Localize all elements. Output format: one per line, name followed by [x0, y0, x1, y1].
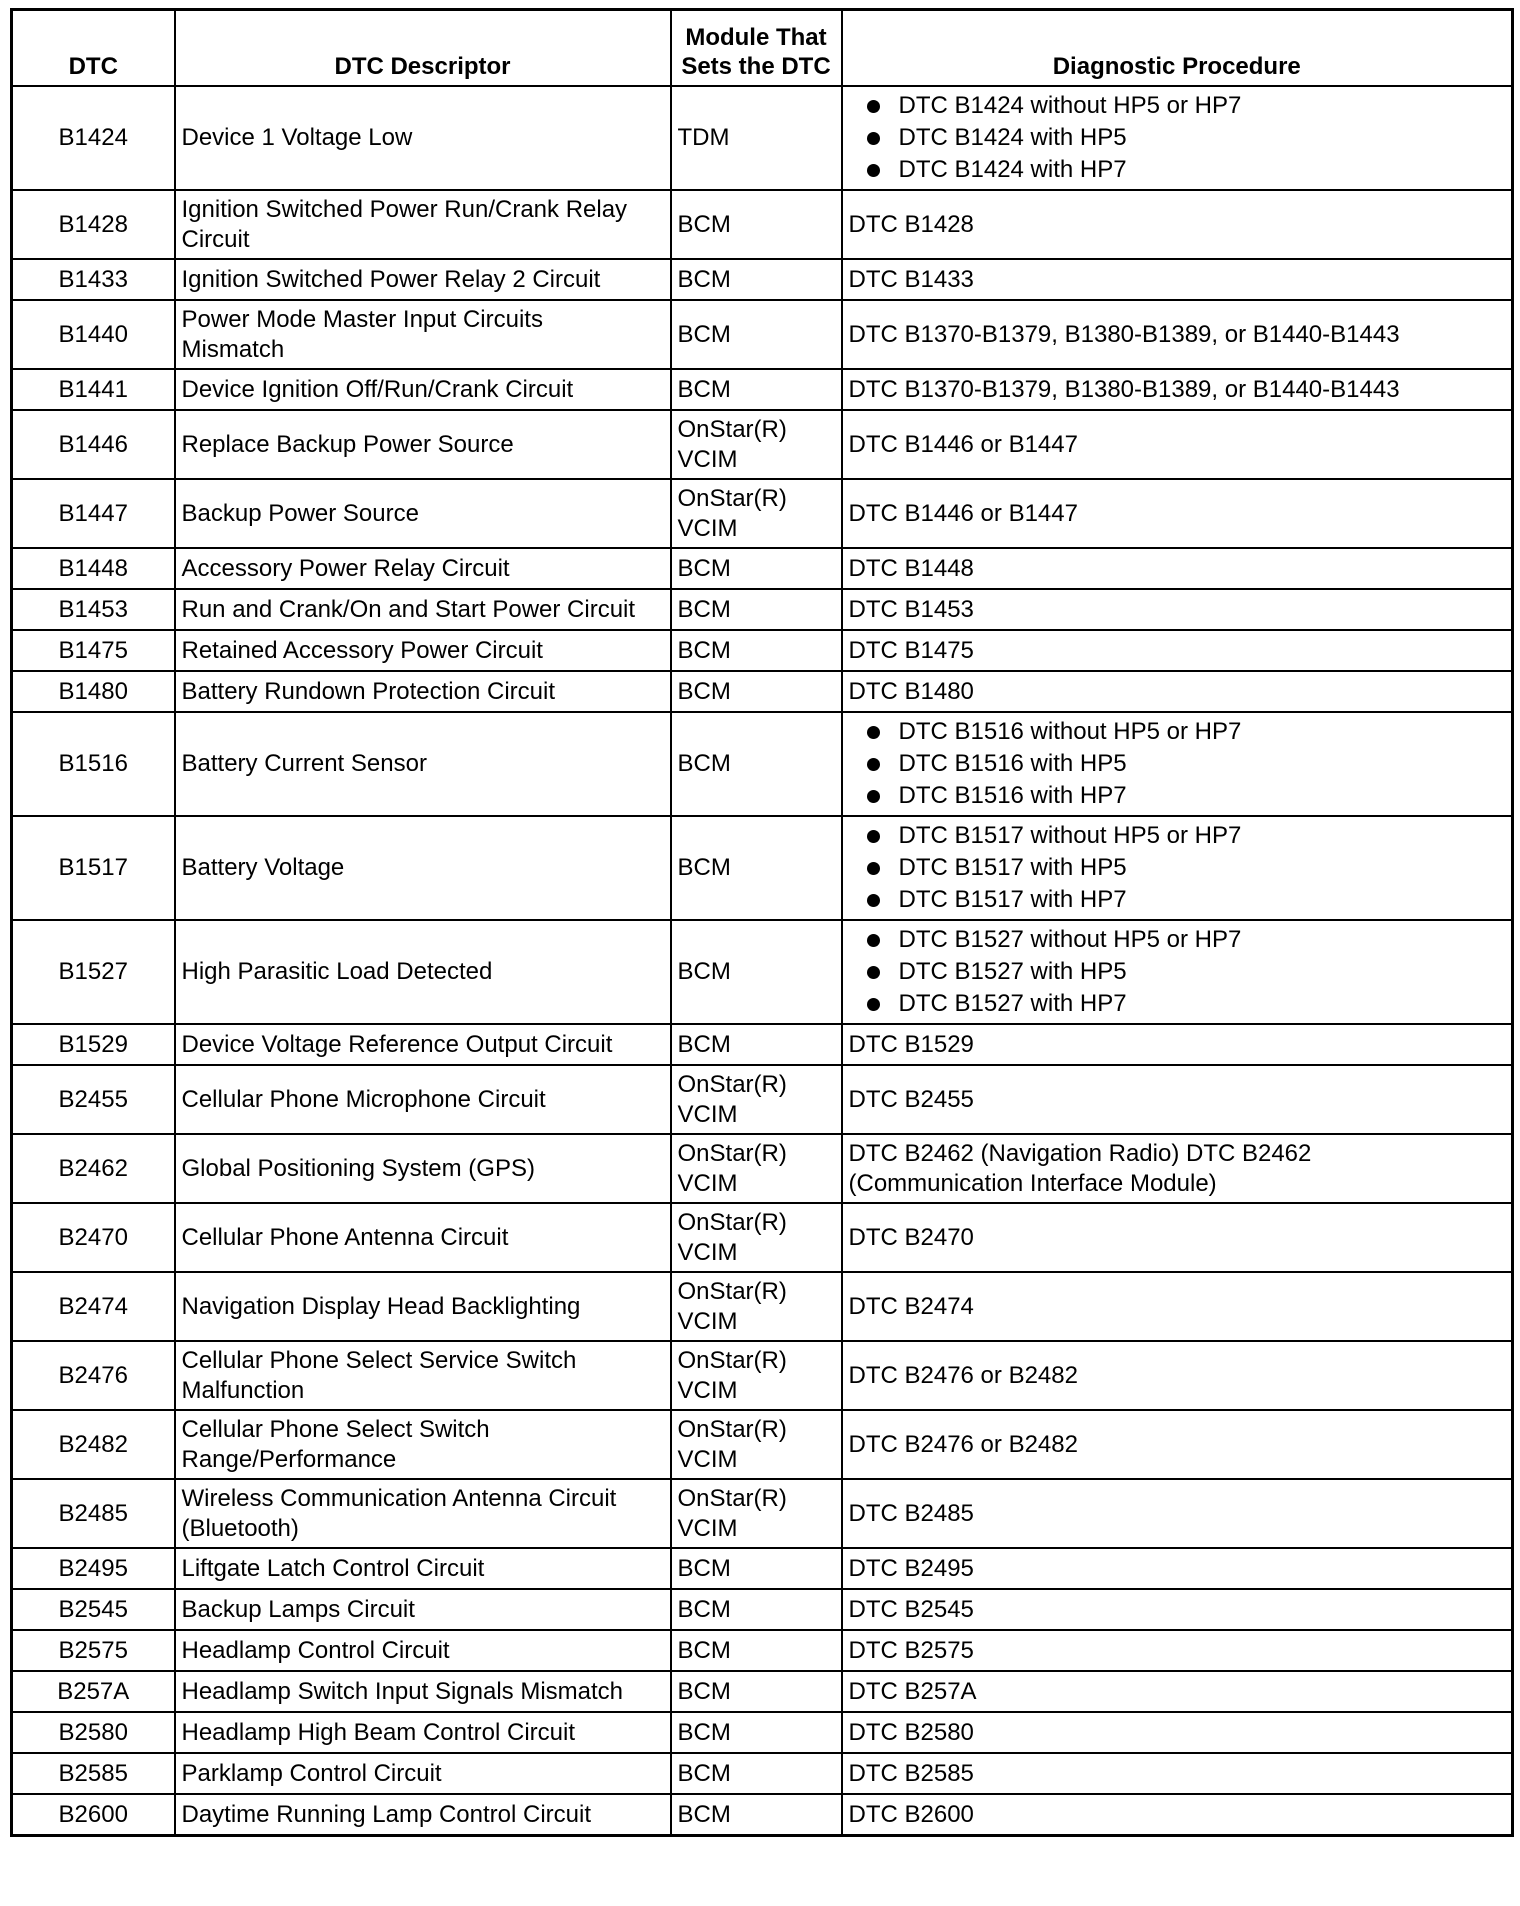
- descriptor-line: Wireless Communication Antenna Circuit: [181, 1484, 617, 1512]
- module-cell: [671, 300, 842, 369]
- diagnostic-procedure-cell: [842, 548, 1513, 589]
- dtc-descriptor-cell: [175, 410, 671, 479]
- diagnostic-procedure-cell: [842, 300, 1513, 369]
- table-row: [12, 1548, 1513, 1589]
- table-row: [12, 1794, 1513, 1836]
- header-descriptor: DTC Descriptor: [175, 10, 671, 87]
- dtc-descriptor-cell: [175, 259, 671, 300]
- procedure-link[interactable]: DTC B2495: [848, 1554, 974, 1582]
- descriptor-line: Ignition Switched Power Relay 2 Circuit: [181, 265, 601, 293]
- procedure-link[interactable]: DTC B1480: [848, 677, 974, 705]
- descriptor-line: Backup Lamps Circuit: [181, 1595, 415, 1623]
- dtc-descriptor-cell: [175, 816, 671, 920]
- dtc-descriptor-cell: [175, 920, 671, 1024]
- table-row: [12, 86, 1513, 190]
- diagnostic-procedure-cell: [842, 1479, 1513, 1548]
- table-row: [12, 816, 1513, 920]
- module-line: VCIM: [677, 1376, 738, 1404]
- dtc-code-cell: B2485: [12, 1479, 175, 1548]
- procedure-link[interactable]: DTC B1370-B1379, B1380-B1389, or B1440-B1443: [848, 320, 1400, 348]
- descriptor-line: Global Positioning System (GPS): [181, 1154, 535, 1182]
- procedure-link[interactable]: DTC B1446 or B1447: [848, 499, 1078, 527]
- module-cell: [671, 1341, 842, 1410]
- procedure-link[interactable]: DTC B1433: [848, 265, 974, 293]
- module-line: BCM: [677, 854, 731, 881]
- module-line: BCM: [677, 320, 731, 348]
- descriptor-line: Device 1 Voltage Low: [181, 124, 413, 151]
- module-cell: [671, 1479, 842, 1548]
- diagnostic-procedure-cell: [842, 1589, 1513, 1630]
- table-row: [12, 410, 1513, 479]
- dtc-descriptor-cell: [175, 1589, 671, 1630]
- module-cell: [671, 1794, 842, 1836]
- module-cell: [671, 920, 842, 1024]
- table-row: [12, 1410, 1513, 1479]
- table-row: [12, 1024, 1513, 1065]
- module-cell: [671, 1024, 842, 1065]
- procedure-bullet-link[interactable]: DTC B1527 without HP5 or HP7: [863, 924, 1506, 956]
- dtc-descriptor-cell: [175, 1024, 671, 1065]
- descriptor-line: Cellular Phone Select Service Switch: [181, 1346, 577, 1374]
- table-row: [12, 712, 1513, 816]
- descriptor-line: Device Ignition Off/Run/Crank Circuit: [181, 375, 574, 403]
- dtc-code-cell: B1428: [12, 190, 175, 259]
- dtc-code-cell: B2470: [12, 1203, 175, 1272]
- dtc-table: [10, 8, 1514, 1837]
- procedure-link[interactable]: DTC B1475: [848, 636, 974, 664]
- table-body: [12, 86, 1513, 1836]
- dtc-descriptor-cell: [175, 1341, 671, 1410]
- module-cell: [671, 369, 842, 410]
- module-cell: [671, 548, 842, 589]
- module-cell: [671, 479, 842, 548]
- header-dtc: DTC: [12, 10, 175, 87]
- table-row: [12, 630, 1513, 671]
- procedure-link[interactable]: DTC B2470: [848, 1223, 974, 1251]
- dtc-code-cell: B2495: [12, 1548, 175, 1589]
- descriptor-line: Replace Backup Power Source: [181, 430, 514, 458]
- table-row: [12, 589, 1513, 630]
- module-cell: [671, 816, 842, 920]
- procedure-link[interactable]: DTC B1529: [848, 1030, 974, 1058]
- dtc-code-cell: B257A: [12, 1671, 175, 1712]
- table-row: [12, 1341, 1513, 1410]
- descriptor-line: Parklamp Control Circuit: [181, 1759, 442, 1787]
- module-cell: [671, 1712, 842, 1753]
- descriptor-line: Battery Current Sensor: [181, 750, 427, 777]
- header-procedure: Diagnostic Procedure: [842, 10, 1513, 87]
- module-line: BCM: [677, 1800, 731, 1828]
- dtc-descriptor-cell: [175, 1548, 671, 1589]
- module-line: BCM: [677, 750, 731, 777]
- dtc-code-cell: B1448: [12, 548, 175, 589]
- table-row: [12, 1630, 1513, 1671]
- dtc-descriptor-cell: [175, 1753, 671, 1794]
- module-cell: [671, 1589, 842, 1630]
- dtc-code-cell: B1529: [12, 1024, 175, 1065]
- module-cell: [671, 1410, 842, 1479]
- descriptor-line: Range/Performance: [181, 1445, 397, 1473]
- dtc-code-cell: B1446: [12, 410, 175, 479]
- diagnostic-procedure-cell: [842, 630, 1513, 671]
- module-line: OnStar(R): [677, 1139, 787, 1167]
- dtc-descriptor-cell: [175, 1479, 671, 1548]
- dtc-code-cell: B1453: [12, 589, 175, 630]
- descriptor-line: Backup Power Source: [181, 499, 419, 527]
- procedure-bullet-link[interactable]: DTC B1527 with HP7: [863, 988, 1506, 1020]
- module-cell: [671, 259, 842, 300]
- procedure-link[interactable]: DTC B2476 or B2482: [848, 1361, 1078, 1389]
- table-row: [12, 548, 1513, 589]
- module-cell: [671, 1630, 842, 1671]
- procedure-bullet-link[interactable]: DTC B1516 without HP5 or HP7: [863, 716, 1506, 748]
- diagnostic-procedure-cell: [842, 1794, 1513, 1836]
- module-line: BCM: [677, 677, 731, 705]
- module-line: BCM: [677, 554, 731, 582]
- procedure-link[interactable]: DTC B1453: [848, 595, 974, 623]
- module-cell: [671, 1272, 842, 1341]
- descriptor-line: Device Voltage Reference Output Circuit: [181, 1030, 613, 1058]
- module-line: OnStar(R): [677, 484, 787, 512]
- diagnostic-procedure-cell: [842, 1753, 1513, 1794]
- module-line: OnStar(R): [677, 1277, 787, 1305]
- descriptor-line: Cellular Phone Select Switch: [181, 1415, 490, 1443]
- module-line: VCIM: [677, 1307, 738, 1335]
- table-row: [12, 1203, 1513, 1272]
- diagnostic-procedure-cell: [842, 1134, 1513, 1203]
- procedure-link[interactable]: DTC B1428: [848, 210, 974, 238]
- procedure-link[interactable]: DTC B2476 or B2482: [848, 1430, 1078, 1458]
- module-line: BCM: [677, 1677, 731, 1705]
- descriptor-line: Power Mode Master Input Circuits: [181, 305, 543, 333]
- dtc-descriptor-cell: [175, 190, 671, 259]
- dtc-descriptor-cell: [175, 1671, 671, 1712]
- descriptor-line: Headlamp Switch Input Signals Mismatch: [181, 1677, 624, 1705]
- procedure-link[interactable]: DTC B2474: [848, 1292, 974, 1320]
- dtc-descriptor-cell: [175, 479, 671, 548]
- procedure-bullet-link[interactable]: DTC B1517 with HP5: [863, 852, 1506, 884]
- procedure-bullet-link[interactable]: DTC B1424 with HP7: [863, 154, 1506, 186]
- table-row: [12, 190, 1513, 259]
- module-cell: [671, 671, 842, 712]
- descriptor-line: Malfunction: [181, 1376, 305, 1404]
- module-line: VCIM: [677, 445, 738, 473]
- diagnostic-procedure-cell: [842, 1671, 1513, 1712]
- module-cell: [671, 1753, 842, 1794]
- procedure-bullet-list: [849, 716, 1506, 812]
- descriptor-line: Daytime Running Lamp Control Circuit: [181, 1800, 591, 1828]
- dtc-descriptor-cell: [175, 1203, 671, 1272]
- diagnostic-procedure-cell: [842, 1272, 1513, 1341]
- procedure-link[interactable]: DTC B2545: [848, 1595, 974, 1623]
- descriptor-line: Headlamp Control Circuit: [181, 1636, 450, 1664]
- procedure-link[interactable]: DTC B2575: [848, 1636, 974, 1664]
- diagnostic-procedure-cell: [842, 1410, 1513, 1479]
- header-module-line2: Sets the DTC: [681, 53, 831, 80]
- procedure-bullet-link[interactable]: DTC B1424 without HP5 or HP7: [863, 90, 1506, 122]
- table-row: [12, 1479, 1513, 1548]
- descriptor-line: Battery Rundown Protection Circuit: [181, 677, 555, 705]
- diagnostic-procedure-cell: [842, 479, 1513, 548]
- dtc-descriptor-cell: [175, 1630, 671, 1671]
- procedure-bullet-link[interactable]: DTC B1516 with HP7: [863, 780, 1506, 812]
- table-row: [12, 920, 1513, 1024]
- descriptor-line: Cellular Phone Microphone Circuit: [181, 1085, 546, 1113]
- dtc-code-cell: B2474: [12, 1272, 175, 1341]
- module-line: BCM: [677, 1718, 731, 1746]
- table-row: [12, 671, 1513, 712]
- dtc-descriptor-cell: [175, 1410, 671, 1479]
- procedure-bullet-list: [849, 924, 1506, 1020]
- descriptor-line: Run and Crank/On and Start Power Circuit: [181, 595, 636, 623]
- dtc-code-cell: B1527: [12, 920, 175, 1024]
- module-line: OnStar(R): [677, 1346, 787, 1374]
- dtc-code-cell: B1516: [12, 712, 175, 816]
- dtc-descriptor-cell: [175, 548, 671, 589]
- dtc-code-cell: B1480: [12, 671, 175, 712]
- diagnostic-procedure-cell: [842, 816, 1513, 920]
- module-line: OnStar(R): [677, 1070, 787, 1098]
- procedure-bullet-link[interactable]: DTC B1517 without HP5 or HP7: [863, 820, 1506, 852]
- diagnostic-procedure-cell: [842, 1548, 1513, 1589]
- dtc-descriptor-cell: [175, 86, 671, 190]
- table-row: [12, 1589, 1513, 1630]
- table-row: [12, 1065, 1513, 1134]
- header-module: [671, 10, 842, 87]
- module-line: VCIM: [677, 1445, 738, 1473]
- procedure-bullet-list: [849, 90, 1506, 186]
- table-row: [12, 300, 1513, 369]
- table-row: [12, 1671, 1513, 1712]
- module-cell: [671, 1203, 842, 1272]
- procedure-bullet-link[interactable]: DTC B1516 with HP5: [863, 748, 1506, 780]
- diagnostic-procedure-cell: [842, 1341, 1513, 1410]
- dtc-descriptor-cell: [175, 589, 671, 630]
- header-row: [12, 10, 1513, 87]
- dtc-code-cell: B2585: [12, 1753, 175, 1794]
- module-line: TDM: [677, 124, 730, 151]
- dtc-code-cell: B1447: [12, 479, 175, 548]
- procedure-link[interactable]: DTC B2455: [848, 1085, 974, 1113]
- descriptor-line: Navigation Display Head Backlighting: [181, 1292, 581, 1320]
- descriptor-line: Ignition Switched Power Run/Crank Relay: [181, 195, 628, 223]
- procedure-link[interactable]: DTC B1370-B1379, B1380-B1389, or B1440-B1443: [848, 375, 1400, 403]
- diagnostic-procedure-cell: [842, 1630, 1513, 1671]
- module-cell: [671, 1548, 842, 1589]
- diagnostic-procedure-cell: [842, 86, 1513, 190]
- module-line: BCM: [677, 1554, 731, 1582]
- module-cell: [671, 630, 842, 671]
- procedure-link[interactable]: DTC B257A: [848, 1677, 977, 1705]
- dtc-code-cell: B2545: [12, 1589, 175, 1630]
- procedure-link[interactable]: DTC B1446 or B1447: [848, 430, 1078, 458]
- table-header: [12, 10, 1513, 87]
- dtc-code-cell: B2455: [12, 1065, 175, 1134]
- module-line: OnStar(R): [677, 1208, 787, 1236]
- diagnostic-procedure-cell: [842, 369, 1513, 410]
- module-line: OnStar(R): [677, 1415, 787, 1443]
- dtc-code-cell: B1440: [12, 300, 175, 369]
- table-row: [12, 1712, 1513, 1753]
- module-line: VCIM: [677, 514, 738, 542]
- table-row: [12, 479, 1513, 548]
- dtc-code-cell: B2482: [12, 1410, 175, 1479]
- procedure-link[interactable]: DTC B2580: [848, 1718, 974, 1746]
- dtc-descriptor-cell: [175, 300, 671, 369]
- module-line: VCIM: [677, 1514, 738, 1542]
- descriptor-line: (Bluetooth): [181, 1514, 299, 1542]
- procedure-link[interactable]: DTC B2585: [848, 1759, 974, 1787]
- dtc-descriptor-cell: [175, 369, 671, 410]
- module-line: BCM: [677, 1759, 731, 1787]
- module-line: VCIM: [677, 1100, 738, 1128]
- module-line: BCM: [677, 210, 731, 238]
- descriptor-line: Mismatch: [181, 335, 285, 363]
- table-row: [12, 369, 1513, 410]
- dtc-descriptor-cell: [175, 671, 671, 712]
- procedure-link[interactable]: (Communication Interface Module): [848, 1169, 1217, 1197]
- dtc-descriptor-cell: [175, 1065, 671, 1134]
- module-line: BCM: [677, 636, 731, 664]
- descriptor-line: Retained Accessory Power Circuit: [181, 636, 543, 664]
- dtc-code-cell: B1433: [12, 259, 175, 300]
- module-line: BCM: [677, 265, 731, 293]
- diagnostic-procedure-cell: [842, 1203, 1513, 1272]
- descriptor-line: Liftgate Latch Control Circuit: [181, 1554, 485, 1582]
- module-line: OnStar(R): [677, 1484, 787, 1512]
- module-cell: [671, 1134, 842, 1203]
- module-cell: [671, 589, 842, 630]
- diagnostic-procedure-cell: [842, 1712, 1513, 1753]
- dtc-descriptor-cell: [175, 630, 671, 671]
- diagnostic-procedure-cell: [842, 259, 1513, 300]
- diagnostic-procedure-cell: [842, 410, 1513, 479]
- module-line: BCM: [677, 1030, 731, 1058]
- procedure-link[interactable]: DTC B2485: [848, 1499, 974, 1527]
- diagnostic-procedure-cell: [842, 712, 1513, 816]
- dtc-descriptor-cell: [175, 1134, 671, 1203]
- diagnostic-procedure-cell: [842, 1065, 1513, 1134]
- module-line: VCIM: [677, 1169, 738, 1197]
- descriptor-line: Accessory Power Relay Circuit: [181, 554, 510, 582]
- module-cell: [671, 1671, 842, 1712]
- table-row: [12, 259, 1513, 300]
- module-line: BCM: [677, 1595, 731, 1623]
- procedure-link[interactable]: DTC B2462 (Navigation Radio) DTC B2462: [848, 1139, 1312, 1167]
- header-module-line1: Module That: [685, 24, 827, 51]
- diagnostic-procedure-cell: [842, 920, 1513, 1024]
- table-row: [12, 1753, 1513, 1794]
- table-row: [12, 1134, 1513, 1203]
- module-cell: [671, 1065, 842, 1134]
- module-cell: [671, 712, 842, 816]
- dtc-code-cell: B1441: [12, 369, 175, 410]
- module-line: BCM: [677, 958, 731, 985]
- module-line: BCM: [677, 375, 731, 403]
- dtc-descriptor-cell: [175, 1272, 671, 1341]
- dtc-code-cell: B2600: [12, 1794, 175, 1836]
- dtc-code-cell: B2575: [12, 1630, 175, 1671]
- module-cell: [671, 410, 842, 479]
- dtc-code-cell: B1475: [12, 630, 175, 671]
- module-line: OnStar(R): [677, 415, 787, 443]
- module-line: VCIM: [677, 1238, 738, 1266]
- dtc-code-cell: B1424: [12, 86, 175, 190]
- table-row: [12, 1272, 1513, 1341]
- descriptor-line: Cellular Phone Antenna Circuit: [181, 1223, 509, 1251]
- diagnostic-procedure-cell: [842, 671, 1513, 712]
- procedure-bullet-list: [849, 820, 1506, 916]
- descriptor-line: Circuit: [181, 225, 250, 253]
- module-line: BCM: [677, 1636, 731, 1664]
- dtc-descriptor-cell: [175, 1712, 671, 1753]
- diagnostic-procedure-cell: [842, 1024, 1513, 1065]
- dtc-code-cell: B1517: [12, 816, 175, 920]
- procedure-bullet-link[interactable]: DTC B1424 with HP5: [863, 122, 1506, 154]
- procedure-bullet-link[interactable]: DTC B1517 with HP7: [863, 884, 1506, 916]
- procedure-link[interactable]: DTC B2600: [848, 1800, 974, 1828]
- module-cell: [671, 190, 842, 259]
- dtc-descriptor-cell: [175, 1794, 671, 1836]
- diagnostic-procedure-cell: [842, 589, 1513, 630]
- procedure-bullet-link[interactable]: DTC B1527 with HP5: [863, 956, 1506, 988]
- descriptor-line: Headlamp High Beam Control Circuit: [181, 1718, 575, 1746]
- module-line: BCM: [677, 595, 731, 623]
- dtc-code-cell: B2580: [12, 1712, 175, 1753]
- dtc-code-cell: B2476: [12, 1341, 175, 1410]
- module-cell: [671, 86, 842, 190]
- procedure-link[interactable]: DTC B1448: [848, 554, 974, 582]
- descriptor-line: High Parasitic Load Detected: [181, 958, 493, 985]
- dtc-descriptor-cell: [175, 712, 671, 816]
- dtc-code-cell: B2462: [12, 1134, 175, 1203]
- descriptor-line: Battery Voltage: [181, 854, 345, 881]
- diagnostic-procedure-cell: [842, 190, 1513, 259]
